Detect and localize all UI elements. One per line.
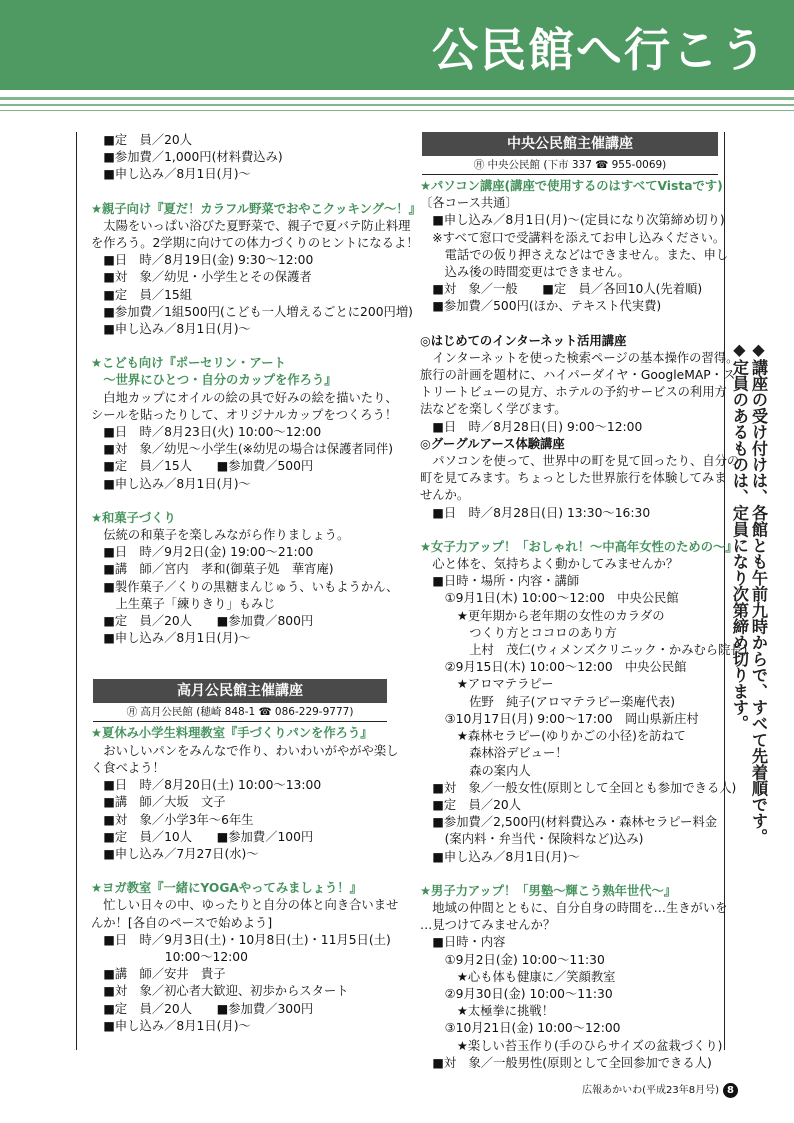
info-line: ■製作菓子／くりの黒糖まんじゅう、いもようかん、	[91, 579, 399, 594]
page-number: 8	[723, 1083, 738, 1098]
info-line: ■日 時／9月2日(金) 19:00〜21:00	[91, 545, 314, 560]
info-line: を作ろう。2学期に向けての体力づくりのヒントになるよ！	[91, 236, 419, 251]
page-footer	[582, 1081, 738, 1098]
info-line: ■定 員／15人 ■参加費／500円	[91, 459, 314, 474]
page-title: 公民館へ行こう	[432, 23, 768, 77]
course-title: 〜世界にひとつ・自分のカップを作ろう』	[91, 373, 337, 388]
course-info-block	[91, 132, 393, 184]
info-line: ■定 員／20人 ■参加費／300円	[91, 1001, 314, 1016]
info-line: ■定 員／20人 ■参加費／800円	[91, 614, 314, 629]
info-line: ■日 時／9月3日(土)・10月8日(土)・11月5日(土)	[91, 932, 391, 947]
left-column	[76, 132, 421, 1050]
info-line: 町を見てみます。ちょっとした世界旅行を体験してみま	[420, 471, 727, 486]
info-line: インターネットを使った検索ページの基本操作の習得。	[420, 350, 739, 365]
info-line: ■申し込み／8月1日(月)〜	[91, 631, 251, 646]
course-info-block	[420, 195, 729, 315]
section-venue: ㊊ 中央公民館 (下市 337 ☎ 955-0069)	[422, 156, 718, 175]
info-line: ■講 師／宮内 孝和(御菓子処 華宵庵)	[91, 562, 334, 577]
info-line: 地域の仲間とともに、自分自身の時間を…生きがいを	[420, 900, 728, 915]
info-line: 白地カップにオイルの絵の具で好みの絵を描いたり、	[91, 390, 398, 405]
course-subtitle: ◎グーグルアース体験講座	[420, 436, 565, 451]
info-line: ★アロマテラピー	[420, 677, 554, 692]
course-info-block	[420, 900, 728, 1072]
info-line: ■日時・内容	[420, 935, 506, 950]
info-line: パソコンを使って、世界中の町を見て回ったり、自分の	[420, 454, 740, 469]
info-line: ②9月15日(木) 10:00〜12:00 中央公民館	[420, 660, 687, 675]
info-line: ※すべて窓口で受講料を添えてお申し込みください。	[420, 230, 726, 245]
course-info-block	[91, 527, 399, 647]
info-line: ★森林セラピー(ゆりかごの小径)を訪ねて	[420, 729, 686, 744]
info-line: …見つけてみませんか？	[420, 918, 556, 933]
course-title: ★パソコン講座(講座で使用するのはすべてVistaです)	[420, 179, 723, 193]
info-line: ■対 象／小学3年〜6年生	[91, 812, 254, 827]
info-line: ②9月30日(金) 10:00〜11:30	[420, 986, 613, 1001]
info-line: せんか。	[420, 488, 470, 503]
course-info-block	[420, 453, 740, 522]
info-line: ★楽しい苔玉作り(手のひらサイズの盆栽づくり)	[420, 1038, 723, 1053]
course-info-block	[91, 743, 399, 863]
info-line: ■参加費／1組500円(こども一人増えるごとに200円増)	[91, 304, 413, 319]
info-line: ③10月21日(金) 10:00〜12:00	[420, 1021, 621, 1036]
course-info-block	[420, 556, 748, 866]
info-line: ■日 時／8月19日(金) 9:30〜12:00	[91, 253, 314, 268]
course-info-block	[91, 390, 398, 493]
info-line: ■申し込み／8月1日(月)〜(定員になり次第締め切り)	[420, 213, 725, 228]
info-line: 忙しい日々の中、ゆったりと自分の体と向き合いませ	[91, 898, 399, 913]
info-line: ■対 象／幼児・小学生とその保護者	[91, 270, 312, 285]
section-venue: ㊊ 高月公民館 (穂崎 848-1 ☎ 086-229-9777)	[93, 703, 387, 722]
info-line: ■申し込み／7月27日(水)〜	[91, 846, 259, 861]
course-subtitle: ◎はじめてのインターネット活用講座	[420, 333, 627, 348]
info-line: ①9月1日(木) 10:00〜12:00 中央公民館	[420, 591, 679, 606]
info-line: ■申し込み／8月1日(月)〜	[91, 322, 251, 337]
sidebar-notice	[729, 340, 768, 845]
info-line: 太陽をいっぱい浴びた夏野菜で、親子で夏バテ防止料理	[91, 218, 411, 233]
info-line: ■参加費／2,500円(材料費込み・森林セラピー料金	[420, 815, 718, 830]
info-line: トリートビューの見方、ホテルの予約サービスの利用方	[420, 385, 727, 400]
course-title: ★夏休み小学生料理教室『手づくりパンを作ろう』	[91, 726, 373, 741]
info-line: ■日 時／8月28日(日) 13:30〜16:30	[420, 505, 651, 520]
course-title: ★男子力アップ！「男塾〜輝こう熟年世代〜』	[420, 883, 677, 898]
info-line: ★太極拳に挑戦！	[420, 1004, 554, 1019]
info-line: 伝統の和菓子を楽しみながら作りましょう。	[91, 528, 350, 543]
info-line: 上村 茂仁(ウィメンズクリニック・かみむら院長)	[420, 643, 748, 658]
header-stripe	[0, 104, 794, 106]
info-line: ①9月2日(金) 10:00〜11:30	[420, 952, 605, 967]
info-line: んか！[各自のペースで始めよう]	[91, 915, 273, 930]
info-line: ★心も体も健康に／笑顔教室	[420, 969, 616, 984]
info-line: ■定 員／15組	[91, 287, 193, 302]
info-line: おいしいパンをみんなで作り、わいわいがやがや楽し	[91, 743, 399, 758]
info-line: ■対 象／一般男性(原則として全回参加できる人)	[420, 1055, 712, 1070]
info-line: ■定 員／20人	[420, 797, 522, 812]
info-line: 込み後の時間変更はできません。	[420, 265, 630, 280]
info-line: ■対 象／一般女性(原則として全回とも参加できる人)	[420, 780, 737, 795]
info-line: 法などを楽しく学びます。	[420, 402, 567, 417]
info-line: ★更年期から老年期の女性のカラダの	[420, 608, 665, 623]
info-line: ■日 時／8月28日(日) 9:00〜12:00	[420, 419, 643, 434]
info-line: つくり方とココロのあり方	[420, 625, 617, 640]
course-title: ★親子向け『夏だ！カラフル野菜でおやこクッキング〜！』	[91, 201, 421, 216]
info-line: ■定 員／10人 ■参加費／100円	[91, 829, 314, 844]
info-line: ■対 象／初心者大歓迎、初歩からスタート	[91, 984, 349, 999]
info-line: 佐野 純子(アロマテラピー楽庵代表)	[420, 694, 676, 709]
course-info-block	[91, 218, 419, 338]
info-line: 旅行の計画を題材に、ハイパーダイヤ・GoogleMAP・ス	[420, 368, 736, 383]
info-line: ■定 員／20人	[91, 133, 193, 147]
course-info-block	[420, 350, 739, 436]
course-title: ★女子力アップ！「おしゃれ！〜中高年女性のための〜』	[420, 539, 738, 554]
info-line: ■参加費／1,000円(材料費込み)	[91, 150, 283, 165]
info-line: 10:00〜12:00	[91, 949, 248, 964]
info-line: 森林浴デビュー！	[420, 746, 568, 761]
info-line: シールを貼ったりして、オリジナルカップをつくろう！	[91, 407, 398, 422]
course-title: ★ヨガ教室『一緒にYOGAやってみましょう！』	[91, 881, 362, 896]
publication-name: 広報あかいわ(平成23年8月号)	[582, 1085, 719, 1096]
info-line: ■対 象／一般 ■定 員／各回10人(先着順)	[420, 282, 703, 297]
info-line: く食べよう！	[91, 760, 165, 775]
info-line: ■講 師／大坂 文子	[91, 795, 226, 810]
header-stripe	[0, 97, 794, 100]
info-line: ■参加費／500円(ほか、テキスト代実費)	[420, 299, 662, 314]
info-line: 〔各コース共通〕	[420, 196, 518, 211]
section-heading: 中央公民館主催講座	[422, 132, 718, 156]
info-line: ■日 時／8月20日(土) 10:00〜13:00	[91, 778, 322, 793]
info-line: 心と体を、気持ちよく動かしてみませんか？	[420, 557, 679, 572]
info-line: ■申し込み／8月1日(月)〜	[91, 476, 251, 491]
course-info-block	[91, 897, 399, 1035]
info-line: ■講 師／安井 貴子	[91, 967, 226, 982]
info-line: ■日時・場所・内容・講師	[420, 574, 580, 589]
info-line: ③10月17日(月) 9:00〜17:00 岡山県新庄村	[420, 711, 699, 726]
section-heading: 高月公民館主催講座	[93, 679, 387, 703]
course-title: ★和菓子づくり	[91, 510, 176, 525]
info-line: ■対 象／幼児〜小学生(※幼児の場合は保護者同伴)	[91, 442, 394, 457]
info-line: (案内料・弁当代・保険料など)込み)	[420, 832, 644, 847]
info-line: ■申し込み／8月1日(月)〜	[91, 167, 251, 182]
header-stripe	[0, 110, 794, 111]
course-title: ★こども向け『ポーセリン・アート	[91, 356, 286, 371]
sidebar-notice-line: ◆定員のあるものは、定員になり次第締め切ります。	[729, 340, 749, 732]
info-line: 森の案内人	[420, 763, 531, 778]
info-line: ■日 時／8月23日(火) 10:00〜12:00	[91, 425, 322, 440]
info-line: 上生菓子「練りきり」もみじ	[91, 596, 276, 611]
info-line: ■申し込み／8月1日(月)〜	[91, 1018, 251, 1033]
info-line: ■申し込み／8月1日(月)〜	[420, 849, 580, 864]
sidebar-notice-line: ◆講座の受け付けは、各館とも午前九時からで、すべて先着順です。	[749, 340, 768, 845]
info-line: 電話での仮り押さえなどはできません。また、申し	[420, 247, 729, 262]
